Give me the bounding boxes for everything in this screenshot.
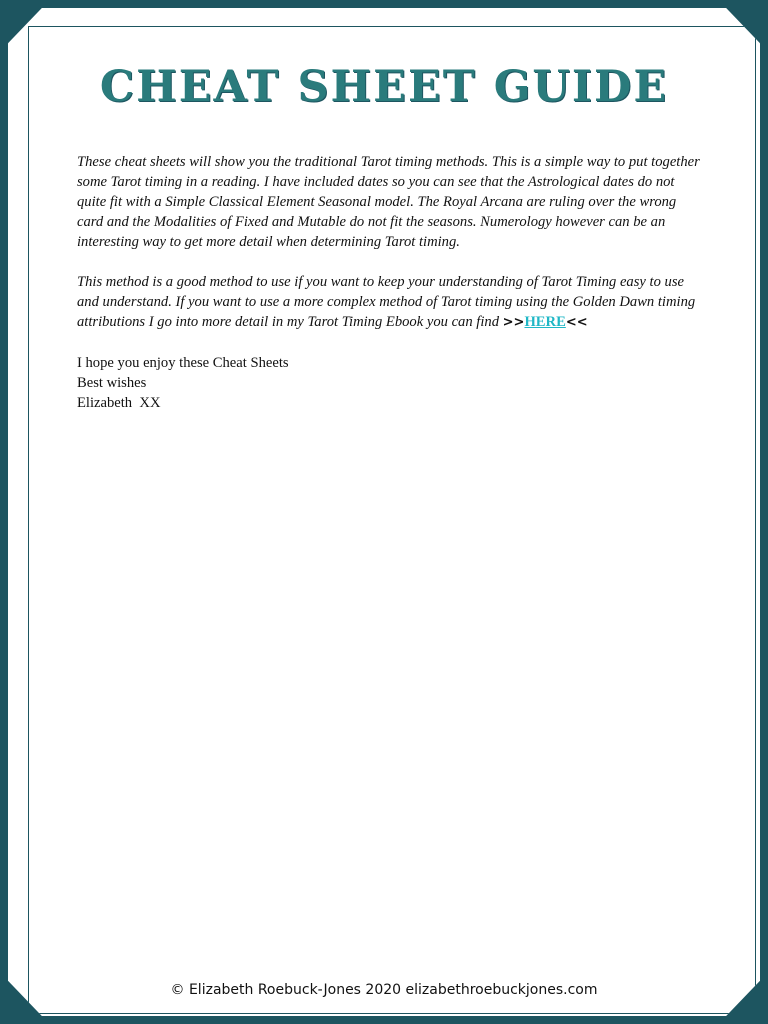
page-title: CHEAT SHEET GUIDE: [99, 62, 669, 112]
link-prefix: >>: [502, 315, 525, 330]
signature: Elizabeth XX: [77, 395, 161, 411]
link-suffix: <<: [565, 315, 588, 330]
method-paragraph: [77, 272, 701, 333]
closing-line-1: I hope you enjoy these Cheat Sheets: [77, 355, 289, 371]
footer-copyright: © Elizabeth Roebuck-Jones 2020 elizabethroebuckjones.com: [170, 982, 598, 998]
document-body: [77, 152, 701, 413]
here-link[interactable]: HERE: [524, 314, 566, 330]
closing-line-2: Best wishes: [77, 375, 147, 391]
intro-paragraph: These cheat sheets will show you the traditional Tarot timing methods. This is a simple way to put together some Tarot timing in a reading. I have included dates so you can see that the Astrological dates do not quite fit with a Simple Classical Element Seasonal model. The Royal Arcana are ruling over the wrong card and the Modalities of Fixed and Mutable do not fit the seasons. Numerology however can be an interesting way to get more detail when determining Tarot timing.: [77, 154, 700, 250]
method-paragraph-text: This method is a good method to use if you want to keep your understanding of Tarot Timing easy to use and understand. If you want to use a more complex method of Tarot timing using the Golden Dawn timing attributions I go into more detail in my Tarot Timing Ebook you can find: [77, 274, 696, 330]
